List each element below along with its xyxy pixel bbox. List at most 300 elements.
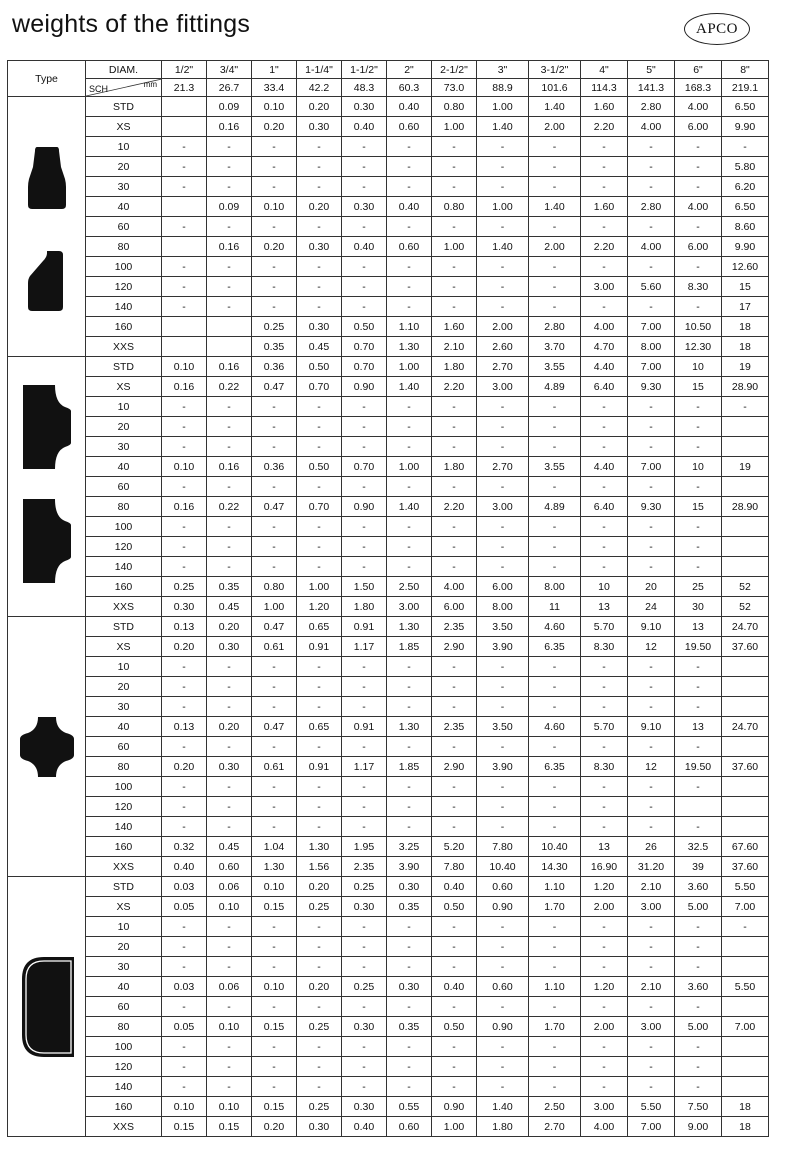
mm-header: 168.3 xyxy=(675,79,722,97)
weight-cell: 0.90 xyxy=(432,1097,477,1117)
weight-cell: - xyxy=(432,177,477,197)
weight-cell: 7.00 xyxy=(628,457,675,477)
weight-cell: - xyxy=(477,277,529,297)
weight-cell: 18 xyxy=(722,1097,769,1117)
weight-cell: 0.20 xyxy=(207,717,252,737)
weight-cell: 5.20 xyxy=(432,837,477,857)
weight-cell: - xyxy=(675,217,722,237)
weight-cell: 1.20 xyxy=(581,877,628,897)
weight-cell: 0.05 xyxy=(162,1017,207,1037)
table-row xyxy=(8,217,769,237)
weight-cell: - xyxy=(529,957,581,977)
weight-cell xyxy=(722,1057,769,1077)
weight-cell: 0.30 xyxy=(297,1117,342,1137)
weight-cell: - xyxy=(162,1037,207,1057)
weight-cell: 0.91 xyxy=(297,637,342,657)
table-row xyxy=(8,437,769,457)
table-row xyxy=(8,957,769,977)
weight-cell: 0.20 xyxy=(297,197,342,217)
weight-cell: - xyxy=(252,277,297,297)
schedule-label: 30 xyxy=(86,177,162,197)
weight-cell: - xyxy=(342,697,387,717)
weight-cell: - xyxy=(297,217,342,237)
weight-cell: - xyxy=(252,917,297,937)
weight-cell: - xyxy=(207,257,252,277)
weight-cell: - xyxy=(297,277,342,297)
table-row xyxy=(8,557,769,577)
schedule-label: 10 xyxy=(86,657,162,677)
weight-cell: - xyxy=(432,277,477,297)
weight-cell: - xyxy=(432,777,477,797)
table-row xyxy=(8,737,769,757)
weight-cell: - xyxy=(252,957,297,977)
schedule-label: 120 xyxy=(86,1057,162,1077)
weight-cell: 1.00 xyxy=(432,237,477,257)
weight-cell: - xyxy=(477,657,529,677)
weight-cell: - xyxy=(581,537,628,557)
weight-cell: - xyxy=(252,797,297,817)
weight-cell: 6.35 xyxy=(529,757,581,777)
mm-header: 101.6 xyxy=(529,79,581,97)
schedule-label: STD xyxy=(86,877,162,897)
page-title: weights of the fittings xyxy=(12,10,251,38)
weight-cell: - xyxy=(432,677,477,697)
weight-cell: - xyxy=(675,817,722,837)
weight-cell xyxy=(722,1037,769,1057)
weight-cell: 0.06 xyxy=(207,977,252,997)
weight-cell: - xyxy=(477,817,529,837)
weight-cell: - xyxy=(162,777,207,797)
weight-cell: - xyxy=(628,957,675,977)
weight-cell: - xyxy=(628,257,675,277)
table-row xyxy=(8,1077,769,1097)
weight-cell: - xyxy=(207,557,252,577)
weight-cell xyxy=(162,317,207,337)
weight-cell: - xyxy=(162,817,207,837)
weight-cell: - xyxy=(628,437,675,457)
schedule-label: 40 xyxy=(86,717,162,737)
apco-logo xyxy=(684,13,750,45)
weight-cell: 0.50 xyxy=(432,1017,477,1037)
weight-cell: 0.65 xyxy=(297,717,342,737)
weight-cell: 24 xyxy=(628,597,675,617)
schedule-label: 140 xyxy=(86,557,162,577)
weight-cell: - xyxy=(581,797,628,817)
mm-label: mm xyxy=(143,80,157,89)
weight-cell: 2.60 xyxy=(477,337,529,357)
weight-cell: - xyxy=(252,997,297,1017)
weight-cell: - xyxy=(207,277,252,297)
weight-cell: - xyxy=(387,477,432,497)
weight-cell: - xyxy=(252,157,297,177)
weight-cell: - xyxy=(432,657,477,677)
weight-cell: - xyxy=(432,737,477,757)
weight-cell: - xyxy=(297,997,342,1017)
weight-cell: 2.80 xyxy=(529,317,581,337)
weight-cell: - xyxy=(297,157,342,177)
weight-cell: 0.60 xyxy=(477,977,529,997)
table-row xyxy=(8,1017,769,1037)
weight-cell: - xyxy=(297,137,342,157)
weight-cell: - xyxy=(529,437,581,457)
table-row xyxy=(8,1117,769,1137)
schedule-label: 80 xyxy=(86,237,162,257)
weight-cell: - xyxy=(387,797,432,817)
weight-cell: - xyxy=(432,957,477,977)
weight-cell: 9.10 xyxy=(628,617,675,637)
weight-cell: 67.60 xyxy=(722,837,769,857)
weight-cell: - xyxy=(529,557,581,577)
weight-cell: 37.60 xyxy=(722,637,769,657)
weight-cell: - xyxy=(207,1057,252,1077)
weight-cell: - xyxy=(581,957,628,977)
schedule-label: 40 xyxy=(86,197,162,217)
weight-cell: 9.30 xyxy=(628,377,675,397)
weight-cell xyxy=(722,697,769,717)
weight-cell: - xyxy=(432,297,477,317)
weight-cell: 0.60 xyxy=(387,117,432,137)
weight-cell: 0.47 xyxy=(252,717,297,737)
weight-cell: - xyxy=(387,697,432,717)
weight-cell: - xyxy=(581,1057,628,1077)
table-row xyxy=(8,797,769,817)
weight-cell xyxy=(722,557,769,577)
weight-cell: - xyxy=(207,817,252,837)
weight-cell: 4.00 xyxy=(675,97,722,117)
cap-icon xyxy=(8,887,85,1127)
weight-cell: - xyxy=(432,477,477,497)
weight-cell: 10 xyxy=(581,577,628,597)
weight-cell: 9.90 xyxy=(722,237,769,257)
weight-cell: - xyxy=(297,777,342,797)
schedule-label: 120 xyxy=(86,797,162,817)
weight-cell: - xyxy=(529,217,581,237)
weight-cell: - xyxy=(387,397,432,417)
weight-cell: 18 xyxy=(722,337,769,357)
weight-cell: 1.20 xyxy=(297,597,342,617)
weight-cell: - xyxy=(628,397,675,417)
schedule-label: 160 xyxy=(86,837,162,857)
weight-cell: - xyxy=(297,797,342,817)
weight-cell: - xyxy=(252,1077,297,1097)
weight-cell: - xyxy=(581,177,628,197)
weight-cell: - xyxy=(628,177,675,197)
weight-cell: 0.16 xyxy=(207,357,252,377)
weight-cell: 9.90 xyxy=(722,117,769,137)
schedule-label: STD xyxy=(86,357,162,377)
weight-cell: - xyxy=(387,217,432,237)
weight-cell: 0.90 xyxy=(342,377,387,397)
weight-cell: 0.20 xyxy=(297,97,342,117)
weight-cell: 4.00 xyxy=(628,117,675,137)
weight-cell: - xyxy=(581,1037,628,1057)
table-row xyxy=(8,117,769,137)
weight-cell: - xyxy=(477,397,529,417)
weight-cell xyxy=(722,1077,769,1097)
table-row xyxy=(8,237,769,257)
weight-cell: 25 xyxy=(675,577,722,597)
table-row xyxy=(8,657,769,677)
weight-cell: - xyxy=(628,517,675,537)
weight-cell: - xyxy=(477,297,529,317)
weight-cell: - xyxy=(252,737,297,757)
weight-cell: 3.90 xyxy=(387,857,432,877)
weight-cell: - xyxy=(628,657,675,677)
table-row xyxy=(8,537,769,557)
size-header: 1-1/4" xyxy=(297,61,342,79)
schedule-label: 140 xyxy=(86,1077,162,1097)
weight-cell: - xyxy=(477,157,529,177)
weight-cell: 15 xyxy=(675,377,722,397)
weight-cell: - xyxy=(387,177,432,197)
table-row xyxy=(8,717,769,737)
weight-cell: 1.40 xyxy=(387,377,432,397)
weight-cell: 1.70 xyxy=(529,1017,581,1037)
weight-cell: - xyxy=(675,737,722,757)
table-row xyxy=(8,637,769,657)
weight-cell: - xyxy=(297,737,342,757)
weight-cell: 0.90 xyxy=(477,1017,529,1037)
weight-cell: - xyxy=(581,417,628,437)
schedule-label: STD xyxy=(86,617,162,637)
size-header: 3/4" xyxy=(207,61,252,79)
weight-cell: - xyxy=(628,1077,675,1097)
weight-cell: 0.60 xyxy=(387,237,432,257)
weight-cell xyxy=(722,797,769,817)
schedule-label: 30 xyxy=(86,437,162,457)
weight-cell: 1.17 xyxy=(342,757,387,777)
weight-cell: 10.50 xyxy=(675,317,722,337)
weight-cell: 1.85 xyxy=(387,757,432,777)
weight-cell: - xyxy=(297,477,342,497)
weight-cell: 5.80 xyxy=(722,157,769,177)
weight-cell: - xyxy=(252,817,297,837)
weight-cell xyxy=(722,537,769,557)
schedule-label: 140 xyxy=(86,817,162,837)
weight-cell: 0.80 xyxy=(432,97,477,117)
weight-cell: - xyxy=(297,297,342,317)
schedule-label: 20 xyxy=(86,157,162,177)
weight-cell: - xyxy=(387,277,432,297)
weight-cell: 12.60 xyxy=(722,257,769,277)
weight-cell: 0.30 xyxy=(342,197,387,217)
size-header: 1/2" xyxy=(162,61,207,79)
table-row xyxy=(8,457,769,477)
weight-cell: 1.70 xyxy=(529,897,581,917)
size-header: 5" xyxy=(628,61,675,79)
weight-cell: - xyxy=(529,817,581,837)
weight-cell: - xyxy=(477,997,529,1017)
weight-cell: 0.47 xyxy=(252,497,297,517)
weight-cell xyxy=(162,97,207,117)
weight-cell: - xyxy=(252,257,297,277)
weight-cell: - xyxy=(628,697,675,717)
table-row xyxy=(8,357,769,377)
weight-cell: - xyxy=(252,557,297,577)
weight-cell: - xyxy=(387,1077,432,1097)
table-row xyxy=(8,997,769,1017)
weight-cell: - xyxy=(387,517,432,537)
weight-cell: 0.91 xyxy=(297,757,342,777)
weight-cell: - xyxy=(628,157,675,177)
weight-cell: - xyxy=(675,1037,722,1057)
weight-cell: 0.70 xyxy=(342,357,387,377)
weight-cell: 2.00 xyxy=(581,1017,628,1037)
weight-cell: 0.30 xyxy=(207,757,252,777)
weight-cell: - xyxy=(529,537,581,557)
weight-cell: 3.00 xyxy=(628,1017,675,1037)
weight-cell: 24.70 xyxy=(722,617,769,637)
weight-cell: - xyxy=(162,557,207,577)
mm-header: 219.1 xyxy=(722,79,769,97)
weight-cell: - xyxy=(581,217,628,237)
weight-cell: - xyxy=(529,997,581,1017)
weight-cell: - xyxy=(529,1077,581,1097)
weight-cell: 1.40 xyxy=(529,97,581,117)
weight-cell: - xyxy=(342,557,387,577)
weight-cell: 3.60 xyxy=(675,977,722,997)
schedule-label: 30 xyxy=(86,697,162,717)
weight-cell: - xyxy=(297,1057,342,1077)
weight-cell: - xyxy=(207,437,252,457)
weight-cell: 0.20 xyxy=(162,637,207,657)
weight-cell: - xyxy=(675,997,722,1017)
weight-cell: 0.90 xyxy=(477,897,529,917)
weight-cell: 0.30 xyxy=(387,977,432,997)
weight-cell: 0.10 xyxy=(252,877,297,897)
weight-cell: - xyxy=(432,537,477,557)
weight-cell: 37.60 xyxy=(722,857,769,877)
weight-cell: - xyxy=(252,137,297,157)
weight-cell: - xyxy=(207,297,252,317)
weight-cell: 0.16 xyxy=(207,457,252,477)
weight-cell: - xyxy=(387,817,432,837)
weight-cell: - xyxy=(342,297,387,317)
weight-cell: - xyxy=(342,517,387,537)
weight-cell: - xyxy=(342,217,387,237)
weight-cell: - xyxy=(477,177,529,197)
weight-cell: - xyxy=(529,257,581,277)
weight-cell: 0.30 xyxy=(297,117,342,137)
weight-cell: - xyxy=(581,677,628,697)
weight-cell xyxy=(722,937,769,957)
weight-cell: - xyxy=(477,557,529,577)
weight-cell: 15 xyxy=(722,277,769,297)
weight-cell: 13 xyxy=(675,717,722,737)
weight-cell: 0.10 xyxy=(207,1017,252,1037)
schedule-label: XS xyxy=(86,377,162,397)
weight-cell: 6.00 xyxy=(477,577,529,597)
weight-cell: 1.95 xyxy=(342,837,387,857)
weight-cell: - xyxy=(342,917,387,937)
weight-cell: 1.40 xyxy=(387,497,432,517)
weight-cell: - xyxy=(387,937,432,957)
weight-cell: 1.10 xyxy=(529,877,581,897)
weight-cell: - xyxy=(342,417,387,437)
weight-cell: - xyxy=(387,557,432,577)
schedule-label: 20 xyxy=(86,677,162,697)
schedule-label: 80 xyxy=(86,757,162,777)
weight-cell: 5.00 xyxy=(675,1017,722,1037)
weight-cell: - xyxy=(628,937,675,957)
sch-mm-header xyxy=(86,79,162,97)
weight-cell: 0.70 xyxy=(297,377,342,397)
weight-cell: 1.85 xyxy=(387,637,432,657)
weight-cell: - xyxy=(297,537,342,557)
weight-cell: 13 xyxy=(675,617,722,637)
weight-cell: - xyxy=(297,1077,342,1097)
weight-cell: - xyxy=(581,697,628,717)
table-row xyxy=(8,317,769,337)
weight-cell: 1.50 xyxy=(342,577,387,597)
weight-cell: - xyxy=(529,417,581,437)
weight-cell: - xyxy=(252,677,297,697)
weight-cell: - xyxy=(529,797,581,817)
schedule-label: XS xyxy=(86,117,162,137)
weight-cell: - xyxy=(529,1057,581,1077)
weight-cell: 0.30 xyxy=(342,1097,387,1117)
weight-cell: - xyxy=(207,177,252,197)
weight-cell: 0.15 xyxy=(252,1017,297,1037)
weight-cell: 10.40 xyxy=(477,857,529,877)
weight-cell: - xyxy=(432,437,477,457)
weight-cell: 0.03 xyxy=(162,877,207,897)
weight-cell: - xyxy=(342,177,387,197)
weight-cell: 1.30 xyxy=(297,837,342,857)
weight-cell: - xyxy=(342,957,387,977)
weight-cell: - xyxy=(162,937,207,957)
weight-cell: 1.00 xyxy=(477,97,529,117)
weight-cell: 3.00 xyxy=(387,597,432,617)
tee-type-cell xyxy=(8,357,86,617)
weight-cell xyxy=(722,437,769,457)
weight-cell: 3.90 xyxy=(477,757,529,777)
weight-cell: 1.40 xyxy=(529,197,581,217)
weight-cell: - xyxy=(529,157,581,177)
weight-cell: - xyxy=(297,817,342,837)
weight-cell: 0.22 xyxy=(207,497,252,517)
weight-cell: - xyxy=(162,957,207,977)
weight-cell xyxy=(162,237,207,257)
weight-cell: 4.89 xyxy=(529,377,581,397)
size-header: 1" xyxy=(252,61,297,79)
weight-cell: - xyxy=(207,157,252,177)
table-row xyxy=(8,837,769,857)
weight-cell: 1.10 xyxy=(387,317,432,337)
weight-cell: 9.10 xyxy=(628,717,675,737)
weight-cell: 0.30 xyxy=(342,1017,387,1037)
weight-cell: 0.90 xyxy=(342,497,387,517)
weight-cell: - xyxy=(477,537,529,557)
weight-cell: 6.20 xyxy=(722,177,769,197)
weight-cell: - xyxy=(581,1077,628,1097)
table-row xyxy=(8,157,769,177)
weight-cell: 0.65 xyxy=(297,617,342,637)
weight-cell: 10 xyxy=(675,357,722,377)
table-row xyxy=(8,757,769,777)
weight-cell: - xyxy=(252,1037,297,1057)
weight-cell: - xyxy=(432,397,477,417)
weight-cell: - xyxy=(207,997,252,1017)
weight-cell: - xyxy=(529,1037,581,1057)
weight-cell: 0.40 xyxy=(387,97,432,117)
weight-cell: - xyxy=(432,557,477,577)
weight-cell: 14.30 xyxy=(529,857,581,877)
weight-cell: - xyxy=(207,677,252,697)
weight-cell: 1.40 xyxy=(477,1097,529,1117)
table-row xyxy=(8,777,769,797)
weight-cell: - xyxy=(477,797,529,817)
